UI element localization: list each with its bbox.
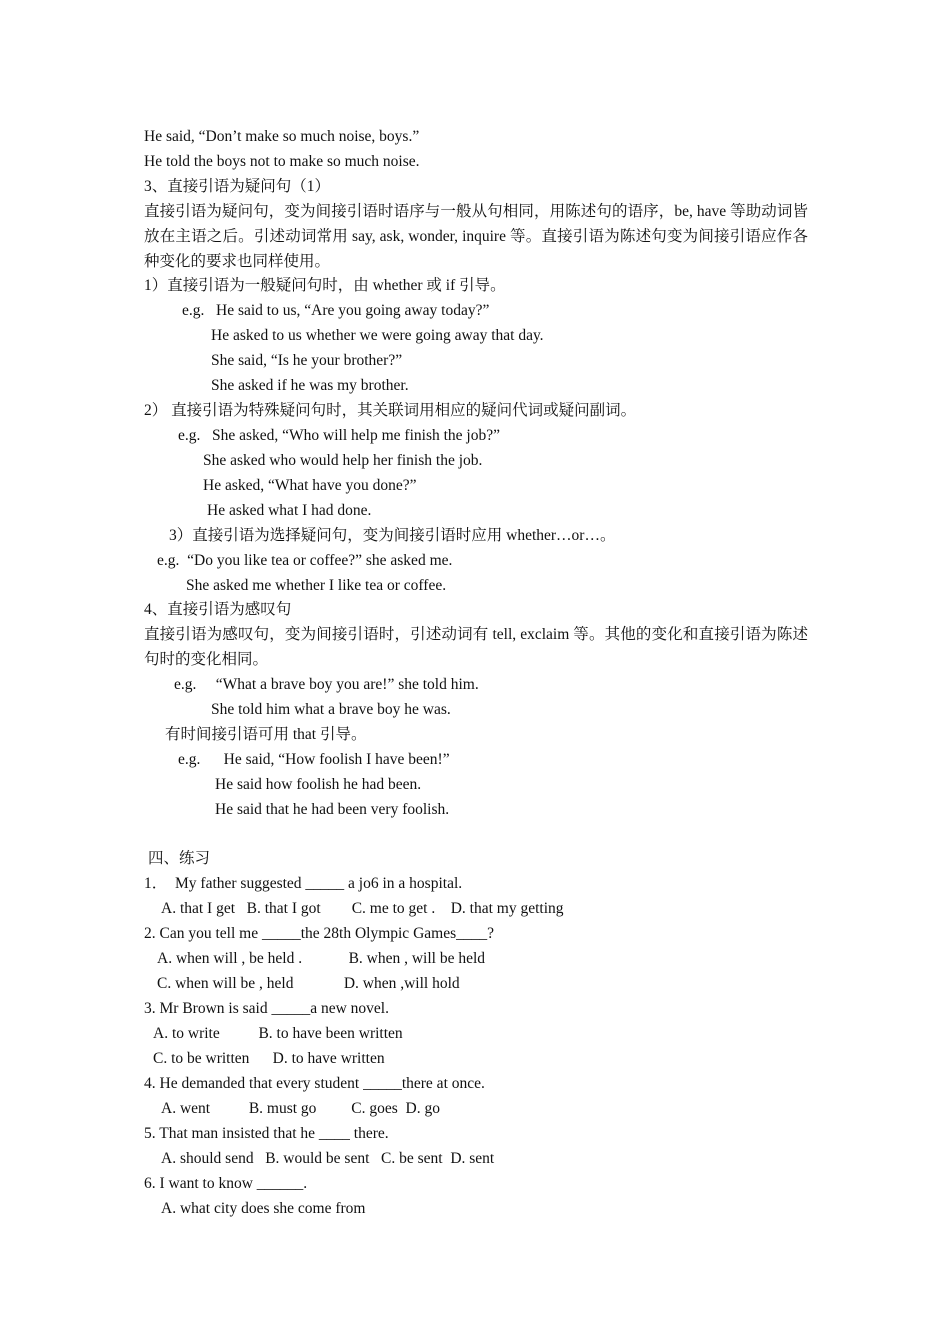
example-line: He asked what I had done.	[207, 502, 372, 519]
answer-options: A. that I get B. that I got C. me to get . D. that my getting	[161, 900, 564, 917]
answer-options: A. should send B. would be sent C. be sent D. sent	[161, 1150, 495, 1167]
answer-options: A. what city does she come from	[161, 1200, 366, 1217]
example-line: e.g. He said, “How foolish I have been!”	[178, 751, 450, 768]
example-line: She asked me whether I like tea or coffee.	[186, 577, 447, 594]
answer-options: A. to write B. to have been written	[153, 1025, 403, 1042]
text-line: He said, “Don’t make so much noise, boys.”	[144, 128, 420, 145]
text-line: 3）直接引语为选择疑问句，变为间接引语时应用 whether…or…。	[169, 527, 616, 544]
example-line: He said that he had been very foolish.	[215, 801, 450, 818]
section-heading: 4、直接引语为感叹句	[144, 601, 292, 618]
question: 4. He demanded that every student _____there at once.	[144, 1075, 485, 1092]
example-line: e.g. “What a brave boy you are!” she told him.	[174, 676, 479, 693]
question: 1． My father suggested _____ a jo6 in a hospital.	[144, 875, 463, 892]
question: 3. Mr Brown is said _____a new novel.	[144, 1000, 389, 1017]
example-line: She asked if he was my brother.	[211, 377, 409, 394]
question: 2. Can you tell me _____the 28th Olympic Games____?	[144, 925, 494, 942]
text-line: 2） 直接引语为特殊疑问句时，其关联词用相应的疑问代词或疑问副词。	[144, 402, 637, 419]
example-line: She asked who would help her finish the job.	[203, 452, 483, 469]
question: 5. That man insisted that he ____ there.	[144, 1125, 389, 1142]
answer-options: A. when will , be held . B. when , will be held	[157, 950, 486, 967]
section-heading: 3、直接引语为疑问句（1）	[144, 178, 331, 195]
example-line: e.g. He said to us, “Are you going away today?”	[182, 302, 490, 319]
answer-options: C. when will be , held D. when ,will hold	[157, 975, 460, 992]
question: 6. I want to know ______.	[144, 1175, 308, 1192]
example-line: He said how foolish he had been.	[215, 776, 422, 793]
paragraph: 直接引语为疑问句，变为间接引语时语序与一般从句相同，用陈述句的语序，be, have 等助动词皆放在主语之后。引述动词常用 say, ask, wonder, inquire 等。直接引语为陈述句变为间接引语应作各种变化的要求也同样使用。	[144, 203, 808, 270]
example-line: e.g. “Do you like tea or coffee?” she asked me.	[157, 552, 453, 569]
example-line: e.g. She asked, “Who will help me finish the job?”	[178, 427, 500, 444]
text-line: He told the boys not to make so much noise.	[144, 153, 420, 170]
paragraph: 直接引语为感叹句，变为间接引语时，引述动词有 tell, exclaim 等。其他的变化和直接引语为陈述句时的变化相同。	[144, 626, 808, 668]
answer-options: C. to be written D. to have written	[153, 1050, 385, 1067]
example-line: He asked to us whether we were going away that day.	[211, 327, 544, 344]
example-line: He asked, “What have you done?”	[203, 477, 417, 494]
answer-options: A. went B. must go C. goes D. go	[161, 1100, 440, 1117]
example-line: She said, “Is he your brother?”	[211, 352, 403, 369]
section-heading: 四、练习	[148, 850, 211, 867]
text-line: 1）直接引语为一般疑问句时，由 whether 或 if 引导。	[144, 277, 506, 294]
text-line: 有时间接引语可用 that 引导。	[165, 726, 367, 743]
example-line: She told him what a brave boy he was.	[211, 701, 451, 718]
